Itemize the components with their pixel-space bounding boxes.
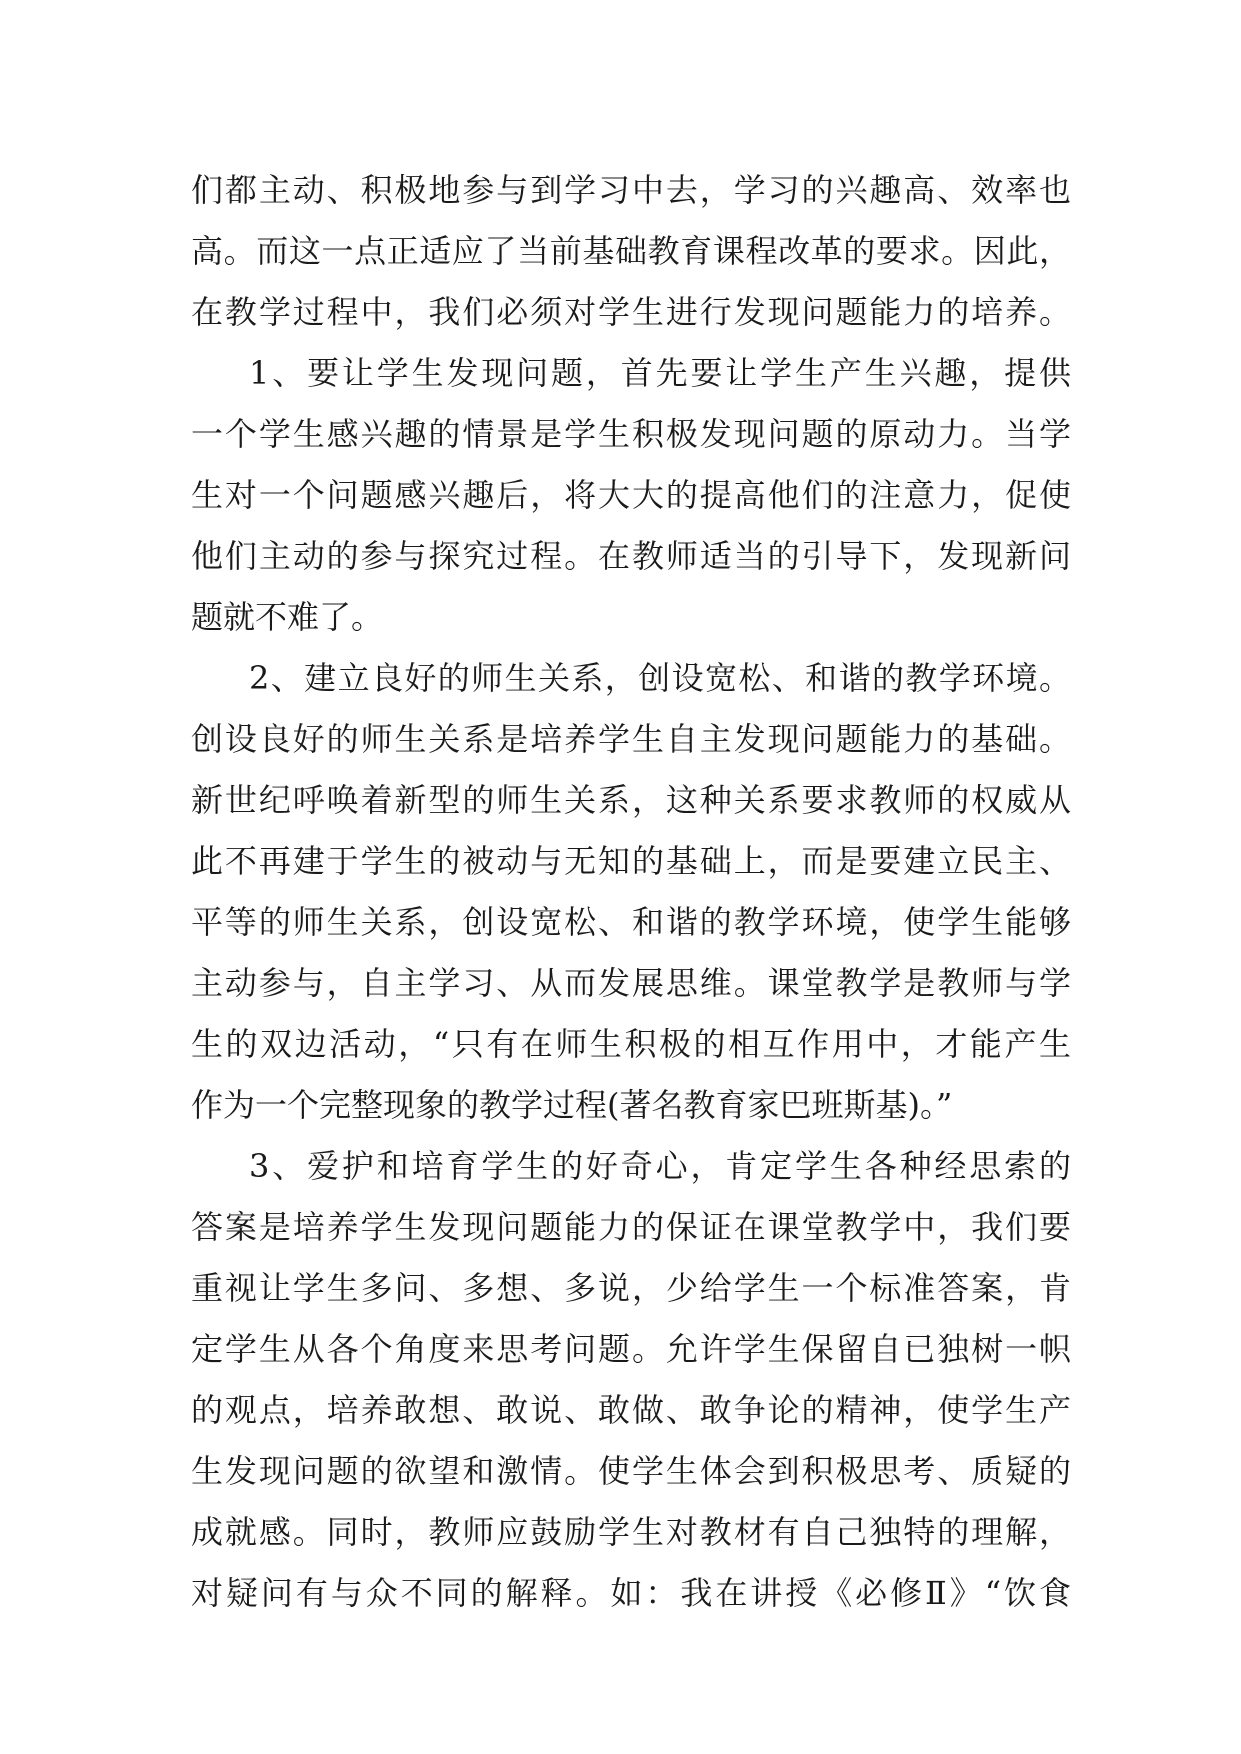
text-line: 一个学生感兴趣的情景是学生积极发现问题的原动力。当学 <box>191 415 1071 453</box>
text-line: 生对一个问题感兴趣后，将大大的提高他们的注意力，促使 <box>191 476 1071 514</box>
text-line: 3、爱护和培育学生的好奇心，肯定学生各种经思索的 <box>249 1147 1071 1185</box>
text-line: 1、要让学生发现问题，首先要让学生产生兴趣，提供 <box>249 354 1071 392</box>
text-line: 主动参与，自主学习、从而发展思维。课堂教学是教师与学 <box>191 964 1071 1002</box>
text-line: 高。而这一点正适应了当前基础教育课程改革的要求。因此， <box>191 232 1071 270</box>
body-text <box>191 160 1071 1624</box>
text-line: 生发现问题的欲望和激情。使学生体会到积极思考、质疑的 <box>191 1452 1071 1490</box>
text-line: 成就感。同时，教师应鼓励学生对教材有自己独特的理解， <box>191 1513 1071 1551</box>
text-line: 作为一个完整现象的教学过程(著名教育家巴班斯基)。” <box>191 1086 953 1124</box>
text-line: 他们主动的参与探究过程。在教师适当的引导下，发现新问 <box>191 537 1071 575</box>
text-line: 定学生从各个角度来思考问题。允许学生保留自已独树一帜 <box>191 1330 1071 1368</box>
text-line: 2、建立良好的师生关系，创设宽松、和谐的教学环境。 <box>249 659 1071 697</box>
text-line: 平等的师生关系，创设宽松、和谐的教学环境，使学生能够 <box>191 903 1071 941</box>
text-line: 在教学过程中，我们必须对学生进行发现问题能力的培养。 <box>191 293 1071 331</box>
text-line: 重视让学生多问、多想、多说，少给学生一个标准答案，肯 <box>191 1269 1071 1307</box>
text-line: 此不再建于学生的被动与无知的基础上，而是要建立民主、 <box>191 842 1071 880</box>
text-line: 生的双边活动，“只有在师生积极的相互作用中，才能产生 <box>191 1025 1071 1063</box>
text-line: 的观点，培养敢想、敢说、敢做、敢争论的精神，使学生产 <box>191 1391 1071 1429</box>
text-line: 题就不难了。 <box>191 598 384 636</box>
text-line: 答案是培养学生发现问题能力的保证在课堂教学中，我们要 <box>191 1208 1071 1246</box>
text-line: 对疑问有与众不同的解释。如：我在讲授《必修Ⅱ》“饮食 <box>191 1574 1071 1612</box>
text-line: 新世纪呼唤着新型的师生关系，这种关系要求教师的权威从 <box>191 781 1071 819</box>
text-line: 们都主动、积极地参与到学习中去，学习的兴趣高、效率也 <box>191 171 1071 209</box>
text-line: 创设良好的师生关系是培养学生自主发现问题能力的基础。 <box>191 720 1071 758</box>
